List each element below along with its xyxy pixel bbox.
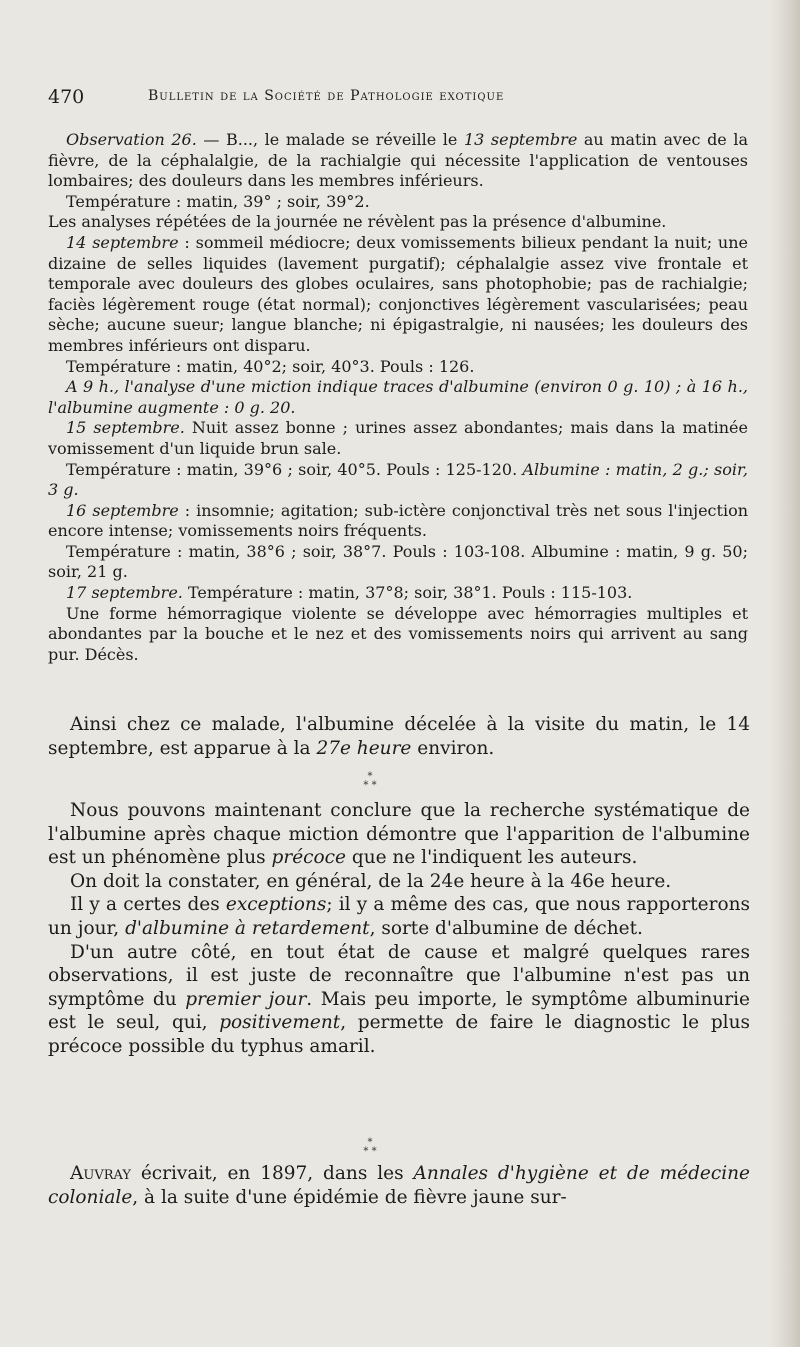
day14-text: : sommeil médiocre; deux vomissements bilieux pendant la nuit; une dizaine de selles liquides (lavement purgatif); céphalalgie assez vive frontale et temporale avec douleurs des globes oculaires, sans photophobie; pas de rachialgie; faciès légèrement rouge (état normal); conjonctives légèrement vascularisées; peau sèche; aucune sueur; langue blanche; ni épigastralgie, ni nausées; les douleurs des membres inférieurs ont disparu. bbox=[48, 232, 749, 355]
p1-em: 27e heure bbox=[316, 737, 412, 759]
haemorrhage-paragraph: Une forme hémorragique violente se développe avec hémorragies multiples et abondantes par la bouche et le nez et des vomissements noirs qui arrivent au sang pur. Décès. bbox=[48, 603, 748, 664]
observation-date: 13 septembre bbox=[463, 130, 578, 149]
day15-label: 15 septembre. bbox=[66, 418, 185, 438]
page-number: 470 bbox=[48, 86, 85, 108]
p4-c: , sorte d'albumine de déchet. bbox=[369, 917, 643, 939]
p5 bbox=[48, 941, 750, 1059]
p5-em1: premier jour bbox=[185, 988, 307, 1010]
case-report bbox=[48, 130, 748, 665]
p6-b: , à la suite d'une épidémie de fièvre jaune sur- bbox=[132, 1186, 567, 1208]
p4-a: Il y a certes des bbox=[70, 894, 226, 916]
day14-paragraph bbox=[48, 233, 748, 357]
page-edge-shadow bbox=[770, 0, 800, 1347]
p3: On doit la constater, en général, de la 24e heure à la 46e heure. bbox=[70, 870, 672, 892]
p1-a: Ainsi chez ce malade, l'albumine décelée à la visite du matin, le 14 septembre, est apparue à la bbox=[48, 714, 750, 759]
p2-em: précoce bbox=[271, 847, 346, 869]
temperature-4: Température : matin, 38°6 ; soir, 38°7. Pouls : 103-108. Albumine : matin, 9 g. 50; soir, 21 g. bbox=[48, 541, 748, 582]
running-title: Bulletin de la Société de Pathologie exotique bbox=[148, 88, 505, 104]
day16-label: 16 septembre bbox=[66, 500, 179, 520]
analyses-note: Les analyses répétées de la journée ne révèlent pas la présence d'albumine. bbox=[48, 212, 667, 232]
page-header bbox=[48, 86, 768, 110]
albumine-15: Albumine : matin, 2 g.; soir, 3 g. bbox=[48, 459, 748, 500]
p5-em2: positivement bbox=[219, 1012, 341, 1034]
day16-paragraph bbox=[48, 501, 748, 542]
p5-a: D'un autre côté, en tout état de cause et malgré quelques rares observations, il est juste de reconnaître que l'albumine n'est pas un symptôme du bbox=[48, 941, 750, 1010]
section-separator-2: * * * bbox=[363, 1137, 377, 1157]
p6-a: écrivait, en 1897, dans les bbox=[130, 1163, 414, 1184]
p5-c: , permette de faire le diagnostic le plus précoce possible du typhus amaril. bbox=[48, 1012, 750, 1057]
p4-b: ; il y a même des cas, que nous rapporterons un jour, bbox=[48, 894, 750, 939]
p1 bbox=[48, 713, 750, 760]
analysis-9h-text: A 9 h., l'analyse d'une miction indique traces d'albumine (environ 0 g. 10) ; à 16 h., l'albumine augmente : 0 g. 20. bbox=[48, 377, 748, 417]
p2-a: Nous pouvons maintenant conclure que la recherche systématique de l'albumine après chaque miction démontre que l'apparition de l'albumine est un phénomène plus bbox=[48, 800, 750, 869]
p4-em1: exceptions bbox=[225, 894, 327, 916]
author-name: Auvray bbox=[70, 1163, 131, 1184]
temperature-2: Température : matin, 40°2; soir, 40°3. Pouls : 126. bbox=[66, 356, 475, 376]
observation-text: — B..., le malade se réveille le bbox=[196, 130, 464, 149]
day14-label: 14 septembre bbox=[66, 232, 179, 252]
temperature-3 bbox=[48, 460, 748, 501]
day15-paragraph bbox=[48, 418, 748, 459]
journal-title: Annales d'hygiène et de médecine coloniale bbox=[48, 1163, 751, 1208]
analysis-9h bbox=[48, 377, 748, 418]
p5-b: . Mais peu importe, le symptôme albuminurie est le seul, qui, bbox=[48, 988, 750, 1034]
auvray-paragraph bbox=[48, 1162, 750, 1209]
p2-b: que ne l'indiquent les auteurs. bbox=[345, 847, 638, 869]
day17-paragraph bbox=[48, 583, 748, 604]
temperature-1: Température : matin, 39° ; soir, 39°2. bbox=[66, 191, 370, 211]
p2 bbox=[48, 799, 750, 870]
observation-text-2: au matin avec de la fièvre, de la céphalalgie, de la rachialgie qui nécessite l'application de ventouses lombaires; des douleurs dans les membres inférieurs. bbox=[48, 130, 749, 191]
day17-text: Température : matin, 37°8; soir, 38°1. Pouls : 115-103. bbox=[182, 583, 633, 603]
conclusion-paragraph-1 bbox=[48, 713, 750, 760]
p6 bbox=[48, 1162, 750, 1209]
p1-b: environ. bbox=[411, 737, 495, 759]
p4 bbox=[48, 893, 750, 940]
conclusion-block bbox=[48, 799, 750, 1059]
temperature-3-text: Température : matin, 39°6 ; soir, 40°5. Pouls : 125-120. bbox=[66, 459, 523, 479]
day17-label: 17 septembre. bbox=[66, 583, 183, 603]
day15-text: Nuit assez bonne ; urines assez abondantes; mais dans la matinée vomissement d'un liquide brun sale. bbox=[48, 418, 748, 458]
day16-text: : insomnie; agitation; sub-ictère conjonctival très net sous l'injection encore intense; vomissements noirs fréquents. bbox=[48, 500, 749, 541]
observation-paragraph bbox=[48, 130, 748, 192]
section-separator-1: * * * bbox=[363, 771, 377, 791]
observation-label: Observation 26. bbox=[66, 130, 197, 149]
p4-em2: d'albumine à retardement bbox=[125, 917, 370, 939]
